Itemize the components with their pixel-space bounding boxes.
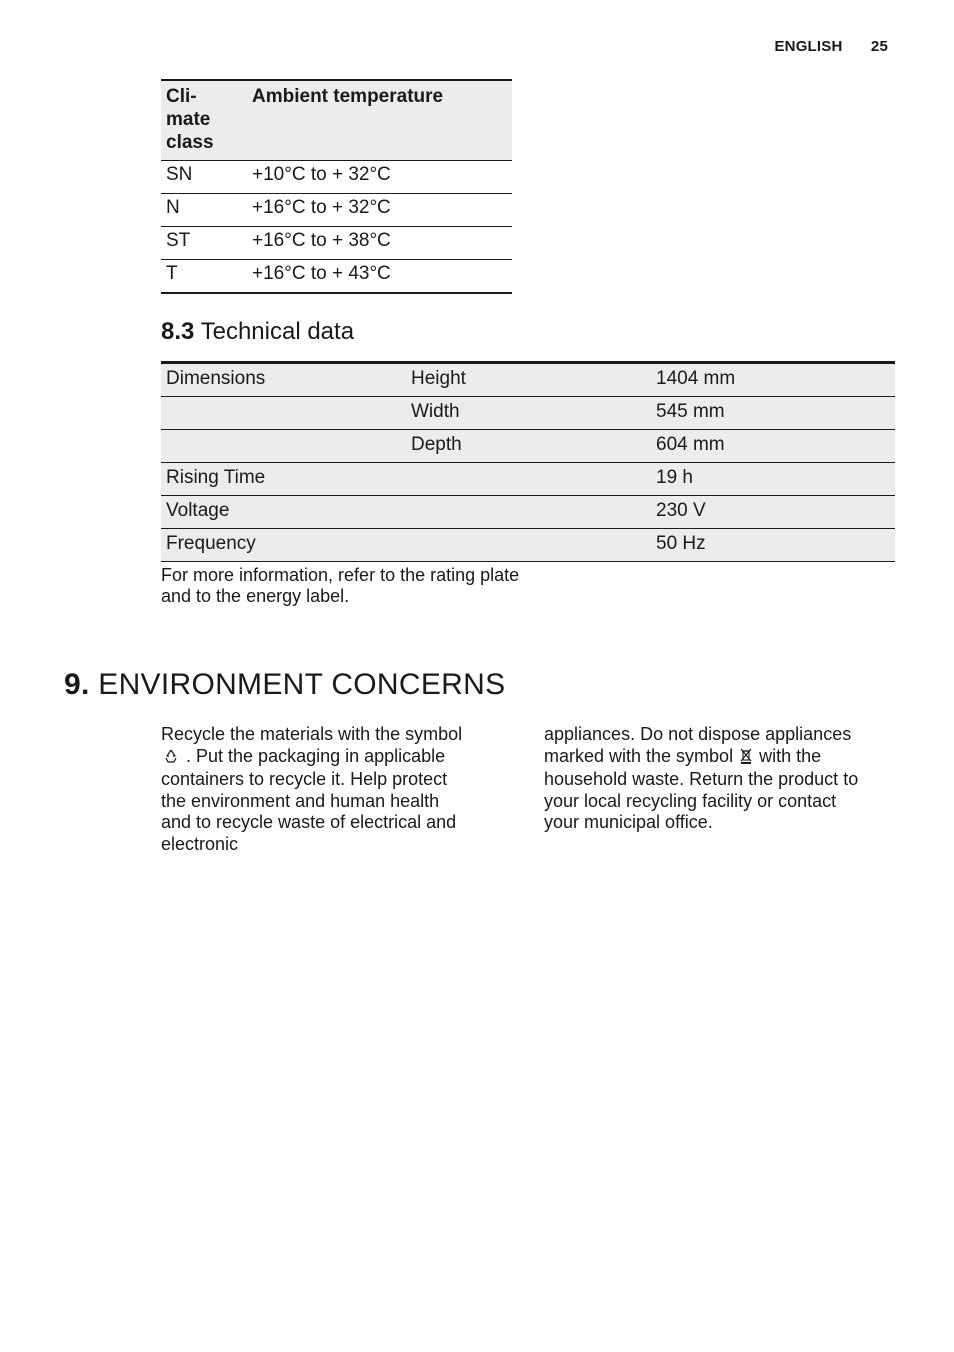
technical-data-heading [161, 318, 354, 346]
section-title: Technical data [200, 318, 355, 345]
paragraph-text: Recycle the materials with the symbol [161, 724, 463, 744]
section-number: 8.3 [161, 318, 195, 345]
temperature-cell: +16°C to + 43°C [247, 260, 512, 294]
sub-parameter-cell: Depth [406, 430, 651, 463]
section-number: 9. [64, 668, 90, 701]
parameter-cell: Dimensions [161, 363, 406, 397]
value-cell: 604 mm [651, 430, 895, 463]
temperature-cell: +10°C to + 32°C [247, 161, 512, 194]
technical-data-table [161, 361, 895, 562]
recycle-icon [163, 748, 179, 770]
sub-parameter-cell [406, 529, 651, 562]
table-row [161, 463, 895, 496]
climate-class-table [161, 79, 512, 294]
value-cell: 50 Hz [651, 529, 895, 562]
climate-class-cell: T [161, 260, 247, 294]
table-row [161, 397, 895, 430]
climate-class-cell: N [161, 194, 247, 227]
header-climate-class: Cli- mate class [161, 80, 247, 161]
technical-note: For more information, refer to the rating plate and to the energy label. [161, 565, 520, 606]
parameter-cell [161, 430, 406, 463]
environment-text-left [161, 724, 471, 855]
environment-heading [64, 668, 505, 702]
parameter-cell: Voltage [161, 496, 406, 529]
sub-parameter-cell [406, 496, 651, 529]
page-header [774, 38, 888, 55]
table-row [161, 363, 895, 397]
value-cell: 19 h [651, 463, 895, 496]
temperature-cell: +16°C to + 32°C [247, 194, 512, 227]
header-language: ENGLISH [774, 38, 843, 55]
table-row [161, 194, 512, 227]
table-row [161, 260, 512, 294]
climate-class-cell: ST [161, 227, 247, 260]
sub-parameter-cell: Height [406, 363, 651, 397]
environment-text-right [544, 724, 874, 834]
page-number: 25 [870, 38, 888, 55]
paragraph-text: appliances. Do not dispose appliances marked with the symbol [544, 724, 852, 766]
table-header-row [161, 80, 512, 161]
value-cell: 545 mm [651, 397, 895, 430]
section-title: ENVIRONMENT CONCERNS [98, 668, 506, 701]
value-cell: 230 V [651, 496, 895, 529]
table-row [161, 496, 895, 529]
header-ambient-temperature: Ambient temperature [247, 80, 512, 161]
paragraph-text: with the household waste. Return the product to your local recycling facility or contact your municipal office. [544, 745, 859, 832]
paragraph-text: . Put the packaging in applicable containers to recycle it. Help protect the environment and human health and to recycle waste of electrical and electronic [161, 745, 457, 854]
table-row [161, 529, 895, 562]
temperature-cell: +16°C to + 38°C [247, 227, 512, 260]
sub-parameter-cell: Width [406, 397, 651, 430]
table-row [161, 430, 895, 463]
table-row [161, 227, 512, 260]
table-row [161, 161, 512, 194]
sub-parameter-cell [406, 463, 651, 496]
parameter-cell [161, 397, 406, 430]
parameter-cell: Frequency [161, 529, 406, 562]
crossed-bin-icon [740, 748, 752, 770]
value-cell: 1404 mm [651, 363, 895, 397]
climate-class-cell: SN [161, 161, 247, 194]
parameter-cell: Rising Time [161, 463, 406, 496]
